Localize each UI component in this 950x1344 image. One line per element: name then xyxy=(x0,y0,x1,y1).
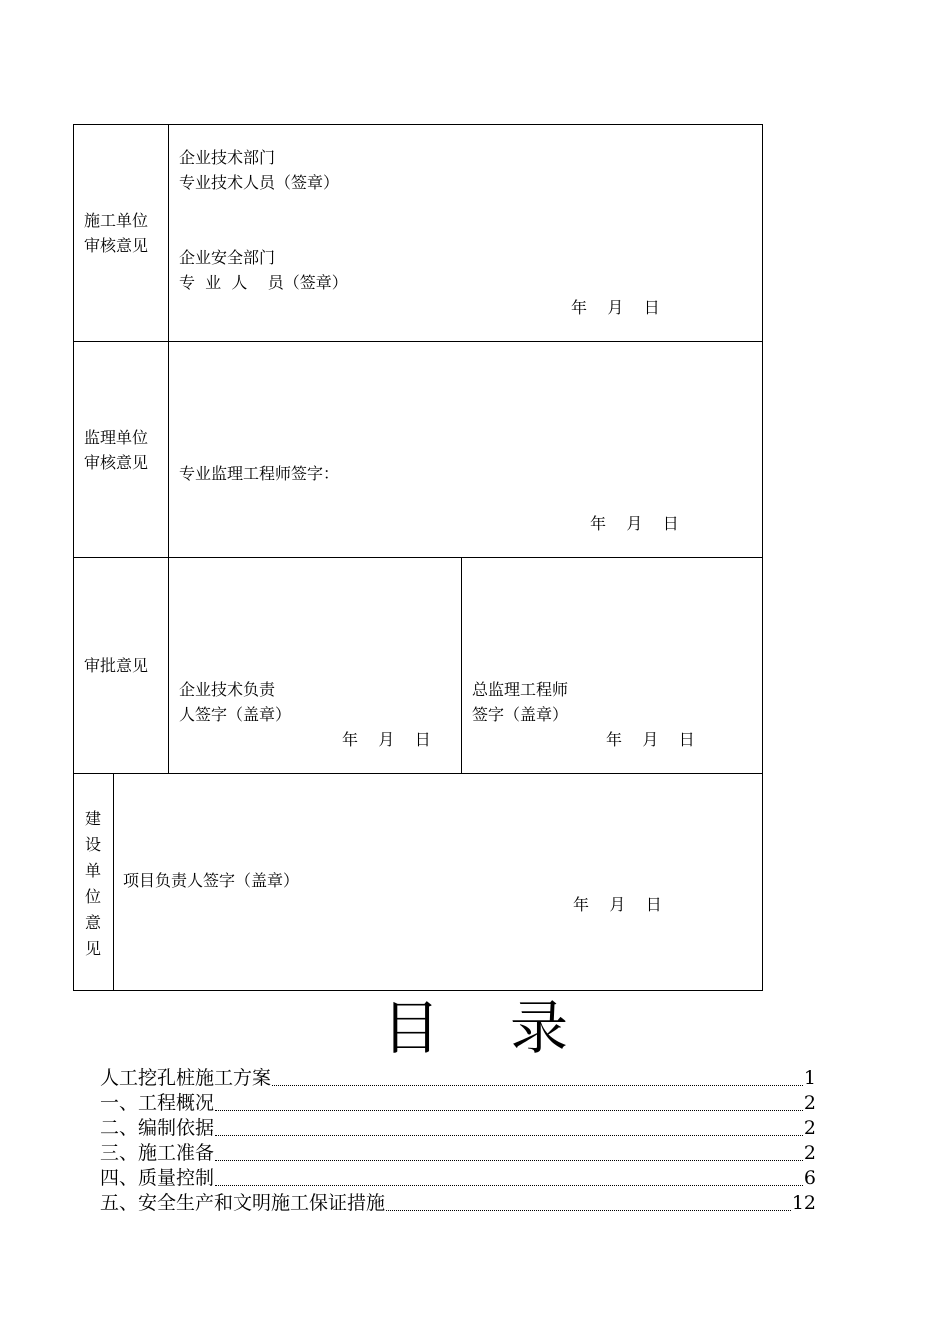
toc-title xyxy=(0,992,950,1064)
construction-unit-label xyxy=(74,125,169,341)
construction-label-line2: 审核意见 xyxy=(84,236,149,255)
project-lead-sign-text: 项目负责人签字（盖章） xyxy=(123,871,300,890)
chief-engineer-sign-line1: 总监理工程师 xyxy=(472,680,569,699)
safety-person-sign-text: 专 业 人 员（签章） xyxy=(179,273,348,292)
toc-entry[interactable] xyxy=(100,1191,816,1216)
toc-entry[interactable] xyxy=(100,1066,816,1091)
toc-leader-dots xyxy=(215,1135,803,1136)
construction-unit-row xyxy=(74,125,762,342)
owner-unit-label xyxy=(74,774,114,990)
tech-lead-sign-line2: 人签字（盖章） xyxy=(179,705,292,724)
toc-title-char: 目 xyxy=(381,994,440,1062)
table-of-contents xyxy=(100,1066,816,1216)
owner-date: 年 月 日 xyxy=(573,895,662,914)
supervision-engineer-sign-text: 专业监理工程师签字： xyxy=(179,464,340,483)
supervision-date: 年 月 日 xyxy=(590,514,679,533)
tech-dept-text: 企业技术部门 xyxy=(179,148,276,167)
toc-entry[interactable] xyxy=(100,1141,816,1166)
toc-entry-page: 2 xyxy=(803,1117,816,1139)
safety-dept-text: 企业安全部门 xyxy=(179,248,276,267)
toc-title-char: 录 xyxy=(510,994,569,1062)
tech-lead-date: 年 月 日 xyxy=(342,730,431,749)
supervision-label-line1: 监理单位 xyxy=(84,428,149,447)
owner-label-char: 单 xyxy=(85,861,102,880)
supervision-unit-row xyxy=(74,342,762,558)
toc-entry-title: 四、质量控制 xyxy=(100,1167,215,1189)
approval-form-table xyxy=(73,124,763,991)
toc-entry-title: 人工挖孔桩施工方案 xyxy=(100,1067,272,1089)
approval-column-divider xyxy=(461,558,462,773)
toc-entry[interactable] xyxy=(100,1091,816,1116)
supervision-unit-label xyxy=(74,342,169,557)
owner-label-char: 位 xyxy=(85,887,102,906)
toc-entry-page: 6 xyxy=(803,1167,816,1189)
owner-label-char: 见 xyxy=(85,939,102,958)
construction-date: 年 月 日 xyxy=(571,298,660,317)
owner-label-char: 意 xyxy=(85,913,102,932)
tech-lead-sign-line1: 企业技术负责 xyxy=(179,680,276,699)
owner-label-char: 设 xyxy=(85,835,102,854)
approval-row xyxy=(74,558,762,774)
approval-label xyxy=(74,558,169,773)
chief-engineer-date: 年 月 日 xyxy=(606,730,695,749)
toc-leader-dots xyxy=(215,1160,803,1161)
chief-engineer-sign-line2: 签字（盖章） xyxy=(472,705,569,724)
owner-unit-row xyxy=(74,774,762,990)
toc-entry-title: 二、编制依据 xyxy=(100,1117,215,1139)
toc-entry-page: 2 xyxy=(803,1142,816,1164)
construction-label-line1: 施工单位 xyxy=(84,211,149,230)
toc-entry-page: 1 xyxy=(803,1067,816,1089)
toc-entry[interactable] xyxy=(100,1116,816,1141)
supervision-label-line2: 审核意见 xyxy=(84,453,149,472)
toc-entry-title: 一、工程概况 xyxy=(100,1092,215,1114)
toc-entry-page: 2 xyxy=(803,1092,816,1114)
toc-leader-dots xyxy=(215,1185,803,1186)
toc-entry-title: 三、施工准备 xyxy=(100,1142,215,1164)
toc-leader-dots xyxy=(272,1085,803,1086)
toc-entry-page: 12 xyxy=(791,1192,816,1214)
owner-label-char: 建 xyxy=(85,809,102,828)
tech-person-sign-text: 专业技术人员（签章） xyxy=(179,173,340,192)
toc-leader-dots xyxy=(215,1110,803,1111)
toc-leader-dots xyxy=(386,1210,791,1211)
toc-entry[interactable] xyxy=(100,1166,816,1191)
approval-label-text: 审批意见 xyxy=(84,656,149,675)
toc-entry-title: 五、安全生产和文明施工保证措施 xyxy=(100,1192,386,1214)
